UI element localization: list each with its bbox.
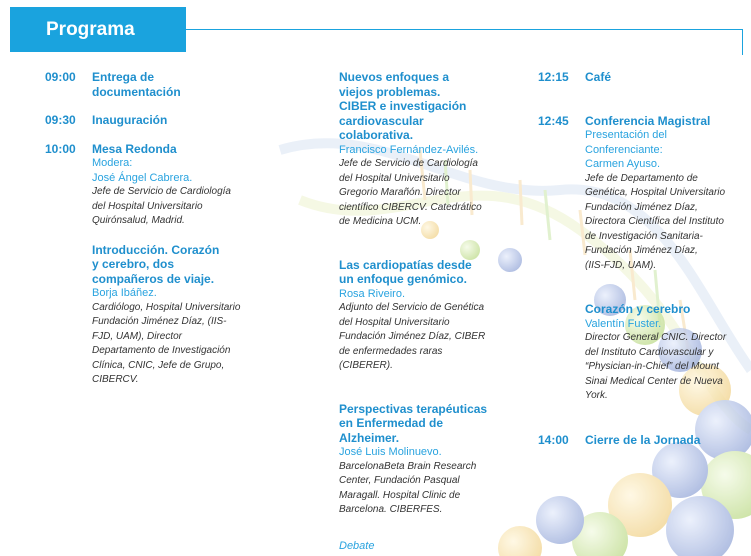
- entry-desc-line: BarcelonaBeta Brain Research: [339, 460, 477, 472]
- entry-title-line: Nuevos enfoques a: [339, 70, 450, 84]
- entry-desc-line: Cardiólogo, Hospital Universitario: [92, 301, 241, 313]
- entry-title-line: Mesa Redonda: [92, 141, 177, 156]
- entry-title-line: Corazón y cerebro: [585, 302, 691, 316]
- entry-desc-line: de Investigación Sanitaria-: [585, 230, 703, 242]
- program-entry: [45, 113, 295, 128]
- entry-desc-line: York.: [585, 390, 608, 401]
- entry-title-line: viejos problemas.: [339, 84, 441, 99]
- entry-title-line: Perspectivas terapéuticas: [339, 401, 488, 416]
- entry-title-line: Conferencia Magistral: [585, 113, 711, 128]
- program-entry: [45, 142, 295, 229]
- entry-speaker-line: Presentación del: [585, 129, 667, 141]
- entry-desc-line: Fundación Jiménez Díaz, (IIS-: [92, 316, 227, 327]
- entry-title-line: cardiovascular: [339, 113, 424, 128]
- entry-desc-line: Gregorio Marañón. Director: [339, 187, 461, 198]
- entry-time: 12:15: [538, 70, 569, 84]
- entry-title-line: colaborativa.: [339, 128, 414, 142]
- entry-desc-line: Jefe de Servicio de Cardiología: [92, 186, 231, 197]
- entry-title-line: Cierre de la Jornada: [585, 432, 701, 447]
- entry-desc-line: Center, Fundación Pasqual: [339, 475, 460, 486]
- program-column-3: [538, 70, 748, 447]
- entry-time: 10:00: [45, 141, 76, 156]
- program-entry: [538, 114, 748, 274]
- entry-speaker-line: Modera:: [92, 157, 133, 169]
- entry-desc-line: del Hospital Universitario: [92, 200, 203, 212]
- entry-speaker-line: Rosa Riveiro.: [339, 287, 406, 300]
- entry-time: 14:00: [538, 432, 569, 447]
- entry-desc-line: Jefe de Departamento de: [585, 172, 698, 184]
- entry-title-line: Introducción. Corazón: [92, 242, 220, 257]
- program-entry: [45, 243, 295, 388]
- entry-title-line: documentación: [92, 84, 181, 99]
- entry-title-line: compañeros de viaje.: [92, 271, 215, 286]
- entry-desc-line: Clínica, CNIC, Jefe de Grupo,: [92, 359, 225, 371]
- entry-title-line: Inauguración: [92, 113, 168, 127]
- program-entry: [45, 70, 295, 99]
- program-entry: [538, 302, 748, 404]
- entry-desc-line: Fundación Jiménez Díaz,: [585, 245, 698, 256]
- header-rule: [186, 29, 743, 30]
- entry-speaker-line: Francisco Fernández-Avilés.: [339, 143, 479, 156]
- page-title: Programa: [46, 19, 135, 40]
- entry-desc-line: Directora Científica del Instituto: [585, 216, 724, 227]
- program-entry: [538, 70, 748, 85]
- entry-title-line: un enfoque genómico.: [339, 272, 467, 286]
- section-header: [10, 7, 186, 52]
- program-entry: [538, 433, 748, 448]
- entry-desc-line: CIBERCV.: [92, 374, 139, 385]
- entry-desc-line: (IIS-FJD, UAM).: [585, 259, 657, 271]
- entry-desc-line: Jefe de Servicio de Cardiología: [339, 158, 478, 169]
- entry-title-line: Alzheimer.: [339, 430, 400, 445]
- entry-desc-line: Sinai Medical Center de Nueva: [585, 375, 723, 387]
- entry-desc-line: Barcelona. CIBERFES.: [339, 504, 443, 515]
- program-column-2: [339, 70, 499, 553]
- header-rule-tick: [742, 29, 743, 55]
- program-entry: [339, 70, 499, 230]
- entry-time: 09:00: [45, 70, 76, 84]
- entry-speaker-line: Conferenciante:: [585, 143, 663, 156]
- entry-desc-line: Fundación Jiménez Díaz,: [585, 201, 698, 213]
- entry-desc-line: Maragall. Hospital Clinic de: [339, 489, 461, 501]
- entry-time: 12:45: [538, 113, 569, 128]
- entry-desc-line: “Physician-in-Chief” del Mount: [585, 361, 719, 372]
- entry-desc-line: científico CIBERCV. Catedrático: [339, 201, 482, 213]
- entry-desc-line: Genética, Hospital Universitario: [585, 187, 726, 198]
- program-entry: [339, 258, 499, 374]
- entry-desc-line: (CIBERER).: [339, 360, 393, 371]
- entry-title-line: CIBER e investigación: [339, 99, 467, 113]
- entry-desc-line: del Instituto Cardiovascular y: [585, 346, 714, 358]
- entry-title-line: y cerebro, dos: [92, 257, 175, 271]
- entry-desc-line: Fundación Jiménez Díaz, CIBER: [339, 331, 486, 342]
- entry-speaker-line: José Ángel Cabrera.: [92, 171, 193, 184]
- entry-speaker-line: Borja Ibáñez.: [92, 287, 157, 299]
- program-column-1: [45, 70, 295, 388]
- entry-speaker-line: Valentín Fuster.: [585, 317, 662, 330]
- entry-desc-line: del Hospital Universitario: [339, 172, 450, 184]
- entry-speaker-line: José Luis Molinuevo.: [339, 446, 442, 458]
- entry-title-line: Café: [585, 70, 612, 84]
- entry-time: 09:30: [45, 113, 76, 127]
- entry-desc-line: de enfermedades raras: [339, 345, 443, 357]
- entry-title-line: Entrega de: [92, 70, 155, 84]
- entry-desc-line: de Medicina UCM.: [339, 216, 422, 227]
- debate-label: Debate: [339, 539, 375, 552]
- entry-desc-line: FJD, UAM), Director: [92, 330, 182, 342]
- entry-title-line: en Enfermedad de: [339, 416, 444, 430]
- entry-desc-line: Quirónsalud, Madrid.: [92, 215, 185, 226]
- entry-desc-line: del Hospital Universitario: [339, 316, 450, 328]
- entry-desc-line: Adjunto del Servicio de Genética: [339, 302, 485, 313]
- entry-desc-line: Director General CNIC. Director: [585, 332, 727, 343]
- entry-desc-line: Departamento de Investigación: [92, 345, 231, 356]
- program-entry: [339, 402, 499, 518]
- entry-speaker-line: Carmen Ayuso.: [585, 158, 661, 170]
- entry-title-line: Las cardiopatías desde: [339, 257, 472, 272]
